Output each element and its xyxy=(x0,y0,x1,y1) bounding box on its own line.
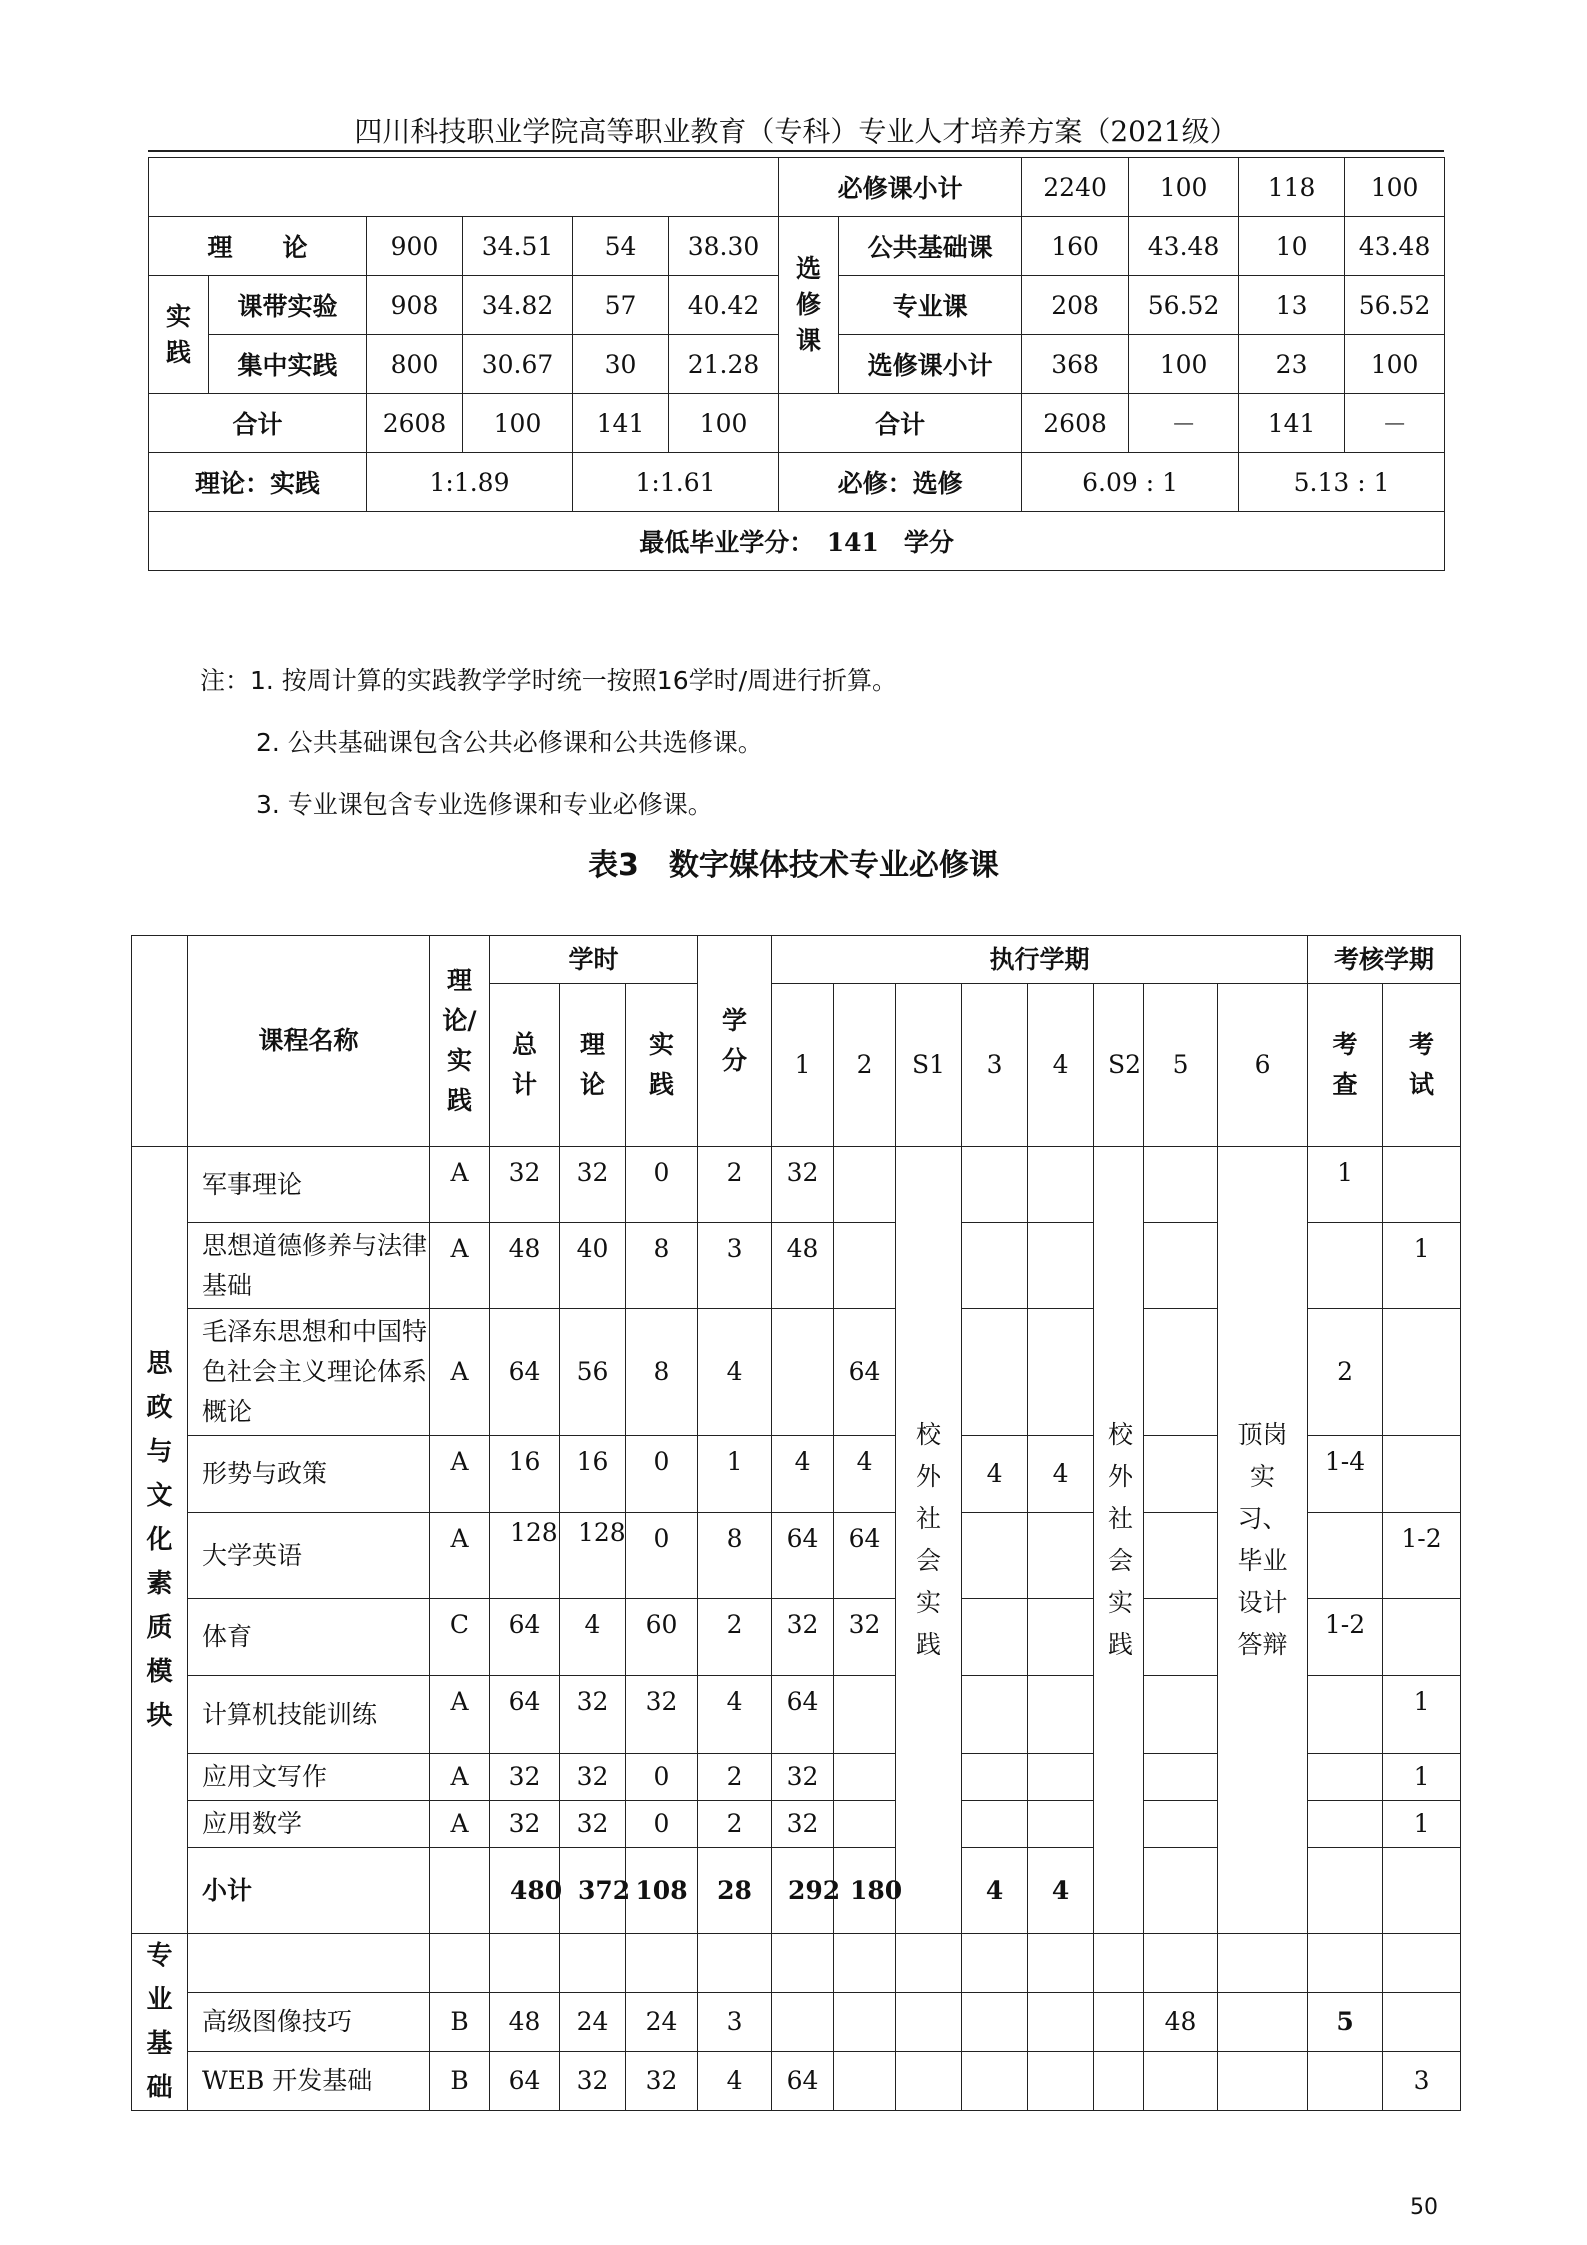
course-name: 毛泽东思想和中国特色社会主义理论体系概论 xyxy=(188,1309,430,1436)
module-label: 专业基础 xyxy=(132,1934,188,2111)
header-theory: 理论 xyxy=(560,984,626,1147)
course-type: A xyxy=(430,1801,490,1848)
assess-check: 1-4 xyxy=(1308,1436,1383,1513)
min-credits: 最低毕业学分： 141 学分 xyxy=(149,512,1445,571)
cell-label: 选修课小计 xyxy=(839,335,1022,394)
credit: 2 xyxy=(698,1801,772,1848)
cell: 368 xyxy=(1022,335,1129,394)
cell: 1:1.89 xyxy=(367,453,573,512)
hours-practice: 0 xyxy=(626,1801,698,1848)
cell-label: 公共基础课 xyxy=(839,217,1022,276)
hours-total: 64 xyxy=(490,1676,560,1754)
sem-1: 32 xyxy=(772,1147,834,1223)
credit: 4 xyxy=(698,2052,772,2111)
assess-exam: 1 xyxy=(1383,1801,1461,1848)
sem-3 xyxy=(962,1513,1028,1599)
cell-label: 专业课 xyxy=(839,276,1022,335)
header-practice: 实践 xyxy=(626,984,698,1147)
cell: 118 xyxy=(1239,158,1345,217)
practice-label: 实践 xyxy=(149,276,209,394)
course-type: A xyxy=(430,1223,490,1309)
hours-practice: 32 xyxy=(626,2052,698,2111)
sem-S2-text: 校外社会实践 xyxy=(1094,1147,1144,1934)
sem-3 xyxy=(962,1676,1028,1754)
sem-4: 4 xyxy=(1028,1436,1094,1513)
cell: － xyxy=(1345,394,1445,453)
sem-1 xyxy=(772,1309,834,1436)
cell: 900 xyxy=(367,217,463,276)
header-semester: 执行学期 xyxy=(772,936,1308,984)
sem-5 xyxy=(1144,2052,1218,2111)
note-1: 注：1. 按周计算的实践教学学时统一按照16学时/周进行折算。 xyxy=(200,666,898,695)
sem-4 xyxy=(1028,1513,1094,1599)
cell: 100 xyxy=(1129,335,1239,394)
cell-label: 必修课小计 xyxy=(779,158,1022,217)
sem-2 xyxy=(834,1801,896,1848)
hours-theory: 56 xyxy=(560,1309,626,1436)
credit: 2 xyxy=(698,1599,772,1676)
hours-total: 48 xyxy=(490,1223,560,1309)
header-type: 理论/实践 xyxy=(430,936,490,1147)
cell: 56.52 xyxy=(1345,276,1445,335)
cell-label: 理 论 xyxy=(149,217,367,276)
sem-6-text: 顶岗实习、毕业设计答辩 xyxy=(1218,1147,1308,1934)
hours-total: 64 xyxy=(490,2052,560,2111)
course-type: B xyxy=(430,2052,490,2111)
sem-2: 64 xyxy=(834,1513,896,1599)
course-name: 思想道德修养与法律基础 xyxy=(188,1223,430,1309)
course-type: C xyxy=(430,1599,490,1676)
hours-theory: 40 xyxy=(560,1223,626,1309)
cell: 100 xyxy=(1345,158,1445,217)
hours-theory: 4 xyxy=(560,1599,626,1676)
cell: 13 xyxy=(1239,276,1345,335)
course-type: A xyxy=(430,1754,490,1801)
elective-label: 选修课 xyxy=(779,217,839,394)
assess-exam: 3 xyxy=(1383,2052,1461,2111)
sem-5 xyxy=(1144,1513,1218,1599)
hours-theory: 32 xyxy=(560,1147,626,1223)
header-credit: 学分 xyxy=(698,936,772,1147)
header-sem-1: 1 xyxy=(772,984,834,1147)
hours-theory: 16 xyxy=(560,1436,626,1513)
cell: 38.30 xyxy=(669,217,779,276)
sem-1: 48 xyxy=(772,1223,834,1309)
course-type: B xyxy=(430,1993,490,2052)
subtotal-label: 小计 xyxy=(188,1848,430,1934)
sem-1 xyxy=(772,1993,834,2052)
sem-3 xyxy=(962,1309,1028,1436)
header-assess: 考核学期 xyxy=(1308,936,1461,984)
course-type: A xyxy=(430,1147,490,1223)
cell: 30.67 xyxy=(463,335,573,394)
hours-practice: 24 xyxy=(626,1993,698,2052)
assess-check xyxy=(1308,1754,1383,1801)
sem-4 xyxy=(1028,1223,1094,1309)
hours-practice: 8 xyxy=(626,1309,698,1436)
summary-row-required-subtotal xyxy=(149,158,1445,217)
credit: 1 xyxy=(698,1436,772,1513)
sem-2 xyxy=(834,1147,896,1223)
cell: 6.09 : 1 xyxy=(1022,453,1239,512)
assess-check xyxy=(1308,1676,1383,1754)
cell-label: 合计 xyxy=(149,394,367,453)
subtotal-sem-1: 292 xyxy=(772,1848,834,1934)
sem-S1-text: 校外社会实践 xyxy=(896,1147,962,1934)
hours-theory: 32 xyxy=(560,1801,626,1848)
credit: 4 xyxy=(698,1309,772,1436)
sem-4 xyxy=(1028,1676,1094,1754)
notes xyxy=(200,650,897,836)
cell: 5.13 : 1 xyxy=(1239,453,1445,512)
cell: 2608 xyxy=(1022,394,1129,453)
assess-check xyxy=(1308,2052,1383,2111)
assess-check xyxy=(1308,1513,1383,1599)
cell-label: 集中实践 xyxy=(209,335,367,394)
header-course: 课程名称 xyxy=(188,936,430,1147)
cell: 43.48 xyxy=(1345,217,1445,276)
hours-practice: 32 xyxy=(626,1676,698,1754)
hours-theory: 32 xyxy=(560,1676,626,1754)
cell: 30 xyxy=(573,335,669,394)
assess-exam: 1-2 xyxy=(1383,1513,1461,1599)
sem-4 xyxy=(1028,1801,1094,1848)
sem-5 xyxy=(1144,1147,1218,1223)
cell: 34.51 xyxy=(463,217,573,276)
course-table xyxy=(131,935,1461,2111)
hours-practice: 0 xyxy=(626,1436,698,1513)
cell: 23 xyxy=(1239,335,1345,394)
sem-2 xyxy=(834,1223,896,1309)
credit: 2 xyxy=(698,1147,772,1223)
sem-4 xyxy=(1028,1309,1094,1436)
subtotal-credit: 28 xyxy=(698,1848,772,1934)
cell: 100 xyxy=(669,394,779,453)
cell: 57 xyxy=(573,276,669,335)
course-type: A xyxy=(430,1309,490,1436)
cell: 2240 xyxy=(1022,158,1129,217)
course-type: A xyxy=(430,1436,490,1513)
cell: 54 xyxy=(573,217,669,276)
hours-total: 32 xyxy=(490,1147,560,1223)
cell: 208 xyxy=(1022,276,1129,335)
course-name: 体育 xyxy=(188,1599,430,1676)
subtotal-theory: 372 xyxy=(560,1848,626,1934)
cell: 908 xyxy=(367,276,463,335)
course-name: 军事理论 xyxy=(188,1147,430,1223)
header-sem-4: 4 xyxy=(1028,984,1094,1147)
sem-2 xyxy=(834,1676,896,1754)
cell: 10 xyxy=(1239,217,1345,276)
hours-total: 64 xyxy=(490,1309,560,1436)
sem-2 xyxy=(834,1754,896,1801)
cell-label: 必修：选修 xyxy=(779,453,1022,512)
assess-check: 1-2 xyxy=(1308,1599,1383,1676)
cell: 100 xyxy=(463,394,573,453)
sem-3 xyxy=(962,1599,1028,1676)
sem-3 xyxy=(962,1147,1028,1223)
sem-3 xyxy=(962,1801,1028,1848)
sem-5 xyxy=(1144,1754,1218,1801)
header-sem-6: 6 xyxy=(1218,984,1308,1147)
assess-exam xyxy=(1383,1436,1461,1513)
subtotal-sem-3: 4 xyxy=(962,1848,1028,1934)
cell: 141 xyxy=(573,394,669,453)
summary-row-ratio xyxy=(149,453,1445,512)
table-row xyxy=(132,2052,1461,2111)
course-name: 应用数学 xyxy=(188,1801,430,1848)
hours-theory: 24 xyxy=(560,1993,626,2052)
hours-theory: 32 xyxy=(560,1754,626,1801)
course-name: 形势与政策 xyxy=(188,1436,430,1513)
sem-4 xyxy=(1028,1599,1094,1676)
header-sem-3: 3 xyxy=(962,984,1028,1147)
note-2: 2. 公共基础课包含公共必修课和公共选修课。 xyxy=(256,728,763,757)
credit: 3 xyxy=(698,1223,772,1309)
credit: 2 xyxy=(698,1754,772,1801)
sem-2: 64 xyxy=(834,1309,896,1436)
header-row-1 xyxy=(132,936,1461,984)
sem-1: 64 xyxy=(772,1676,834,1754)
sem-1: 4 xyxy=(772,1436,834,1513)
summary-row-total xyxy=(149,394,1445,453)
summary-row-theory xyxy=(149,217,1445,276)
sem-5 xyxy=(1144,1801,1218,1848)
assess-exam xyxy=(1383,1993,1461,2052)
sem-5 xyxy=(1144,1599,1218,1676)
hours-practice: 0 xyxy=(626,1754,698,1801)
sem-1: 32 xyxy=(772,1754,834,1801)
assess-exam xyxy=(1383,1599,1461,1676)
hours-total: 48 xyxy=(490,1993,560,2052)
sem-5: 48 xyxy=(1144,1993,1218,2052)
header-sem-5: 5 xyxy=(1144,984,1218,1147)
assess-check xyxy=(1308,1801,1383,1848)
course-name: 高级图像技巧 xyxy=(188,1993,430,2052)
page-number: 50 xyxy=(1410,2195,1438,2220)
cell: 40.42 xyxy=(669,276,779,335)
subtotal-sem-4: 4 xyxy=(1028,1848,1094,1934)
cell: － xyxy=(1129,394,1239,453)
hours-total: 64 xyxy=(490,1599,560,1676)
hours-practice: 0 xyxy=(626,1147,698,1223)
table-row xyxy=(132,1993,1461,2052)
cell: 2608 xyxy=(367,394,463,453)
subtotal-sem-2: 180 xyxy=(834,1848,896,1934)
assess-exam: 1 xyxy=(1383,1676,1461,1754)
sem-1: 32 xyxy=(772,1801,834,1848)
sem-1: 32 xyxy=(772,1599,834,1676)
credit: 4 xyxy=(698,1676,772,1754)
cell: 141 xyxy=(1239,394,1345,453)
hours-total: 32 xyxy=(490,1754,560,1801)
header-sem-2: 2 xyxy=(834,984,896,1147)
assess-check: 5 xyxy=(1308,1993,1383,2052)
cell: 34.82 xyxy=(463,276,573,335)
header-hours: 学时 xyxy=(490,936,698,984)
sem-3: 4 xyxy=(962,1436,1028,1513)
sem-1: 64 xyxy=(772,2052,834,2111)
header-check: 考查 xyxy=(1308,984,1383,1147)
cell: 1:1.61 xyxy=(573,453,779,512)
assess-exam: 1 xyxy=(1383,1754,1461,1801)
subtotal-total: 480 xyxy=(490,1848,560,1934)
cell-label: 合计 xyxy=(779,394,1022,453)
cell: 800 xyxy=(367,335,463,394)
cell: 100 xyxy=(1129,158,1239,217)
course-name: 大学英语 xyxy=(188,1513,430,1599)
cell-label: 理论：实践 xyxy=(149,453,367,512)
course-type: A xyxy=(430,1513,490,1599)
credit: 3 xyxy=(698,1993,772,2052)
note-3: 3. 专业课包含专业选修课和专业必修课。 xyxy=(256,790,713,819)
header-exam: 考试 xyxy=(1383,984,1461,1147)
header-total: 总计 xyxy=(490,984,560,1147)
hours-practice: 60 xyxy=(626,1599,698,1676)
module-label: 思政与文化素质模块 xyxy=(132,1147,188,1934)
summary-row-min-credits xyxy=(149,512,1445,571)
assess-check: 1 xyxy=(1308,1147,1383,1223)
sem-3 xyxy=(962,1754,1028,1801)
sem-3 xyxy=(962,1223,1028,1309)
cell: 43.48 xyxy=(1129,217,1239,276)
course-name: WEB 开发基础 xyxy=(188,2052,430,2111)
assess-exam: 1 xyxy=(1383,1223,1461,1309)
hours-theory: 32 xyxy=(560,2052,626,2111)
sem-5 xyxy=(1144,1676,1218,1754)
header-sem-S1: S1 xyxy=(896,984,962,1147)
subtotal-practice: 108 xyxy=(626,1848,698,1934)
hours-practice: 8 xyxy=(626,1223,698,1309)
sem-5 xyxy=(1144,1436,1218,1513)
hours-total: 128 xyxy=(490,1513,560,1599)
cell: 160 xyxy=(1022,217,1129,276)
assess-exam xyxy=(1383,1147,1461,1223)
cell: 21.28 xyxy=(669,335,779,394)
course-type: A xyxy=(430,1676,490,1754)
course-name: 应用文写作 xyxy=(188,1754,430,1801)
course-name: 计算机技能训练 xyxy=(188,1676,430,1754)
cell: 100 xyxy=(1345,335,1445,394)
table-row xyxy=(132,1147,1461,1223)
cell: 56.52 xyxy=(1129,276,1239,335)
hours-total: 32 xyxy=(490,1801,560,1848)
sem-2: 4 xyxy=(834,1436,896,1513)
table-caption: 表3 数字媒体技术专业必修课 xyxy=(588,848,999,883)
summary-table xyxy=(148,157,1445,571)
cell-label: 课带实验 xyxy=(209,276,367,335)
sem-1: 64 xyxy=(772,1513,834,1599)
table-row xyxy=(132,1934,1461,1993)
assess-check xyxy=(1308,1223,1383,1309)
hours-total: 16 xyxy=(490,1436,560,1513)
sem-4 xyxy=(1028,1754,1094,1801)
hours-theory: 128 xyxy=(560,1513,626,1599)
page-header: 四川科技职业学院高等职业教育（专科）专业人才培养方案（2021级） xyxy=(148,114,1444,152)
sem-4 xyxy=(1028,1147,1094,1223)
hours-practice: 0 xyxy=(626,1513,698,1599)
sem-2: 32 xyxy=(834,1599,896,1676)
assess-exam xyxy=(1383,1309,1461,1436)
sem-5 xyxy=(1144,1223,1218,1309)
credit: 8 xyxy=(698,1513,772,1599)
sem-5 xyxy=(1144,1309,1218,1436)
header-sem-S2: S2 xyxy=(1094,984,1144,1147)
assess-check: 2 xyxy=(1308,1309,1383,1436)
